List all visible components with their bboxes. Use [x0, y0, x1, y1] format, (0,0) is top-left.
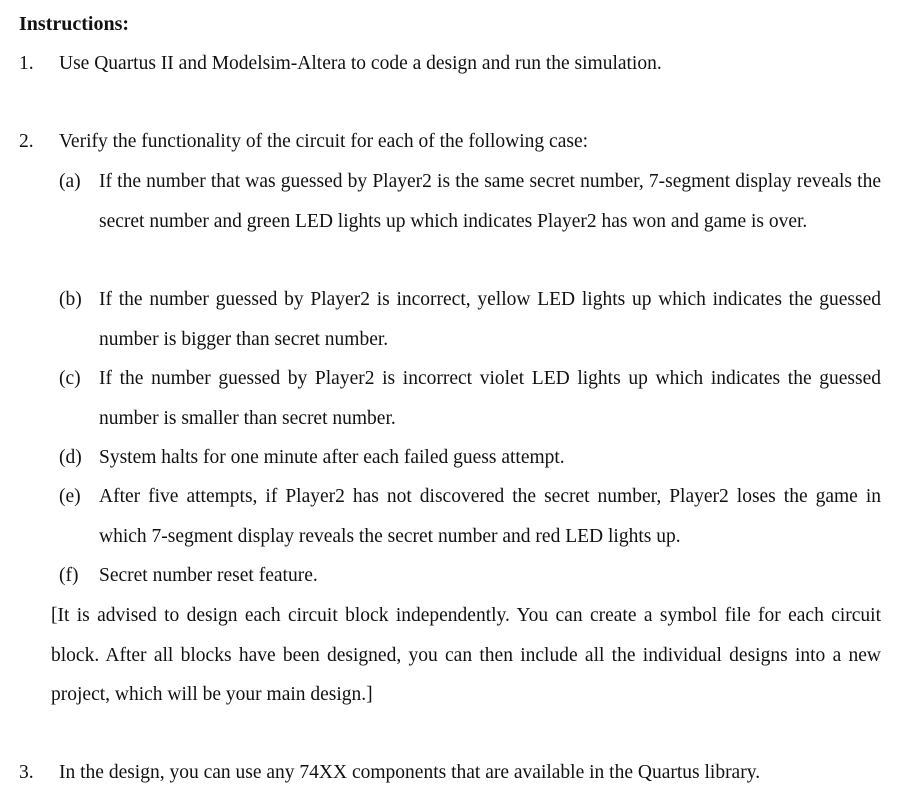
subitem-a-text: If the number that was guessed by Player2 is the same secret number, 7-segment display reveals the secret number and green LED lights up which indicates Player2 has won and game is over. — [99, 171, 881, 232]
item-1-text: Use Quartus II and Modelsim-Altera to code a design and run the simulation. — [59, 53, 662, 74]
item-1-number: 1. — [19, 53, 34, 74]
subitem-c-label: (c) — [59, 368, 81, 389]
item-2-text: Verify the functionality of the circuit for each of the following case: — [59, 131, 589, 152]
subitem-e-label: (e) — [59, 486, 81, 507]
subitem-b-label: (b) — [59, 289, 82, 310]
design-advice-note: [It is advised to design each circuit block independently. You can create a symbol file for each circuit block. After all blocks have been designed, you can then include all the individual designs into a new project, which will be your main design.] — [51, 605, 881, 705]
subitem-d-text: System halts for one minute after each failed guess attempt. — [99, 447, 565, 468]
item-3-number: 3. — [19, 762, 34, 783]
item-3-text: In the design, you can use any 74XX components that are available in the Quartus library. — [59, 762, 761, 783]
subitem-d-label: (d) — [59, 447, 82, 468]
subitem-f-text: Secret number reset feature. — [99, 565, 318, 586]
subitem-a-label: (a) — [59, 171, 81, 192]
item-2-number: 2. — [19, 131, 34, 152]
subitem-e-text: After five attempts, if Player2 has not discovered the secret number, Player2 loses the game in which 7-segment display reveals the secret number and red LED lights up. — [99, 486, 881, 547]
subitem-f-label: (f) — [59, 565, 79, 586]
subitem-c-text: If the number guessed by Player2 is incorrect violet LED lights up which indicates the guessed number is smaller than secret number. — [99, 368, 881, 429]
subitem-b-text: If the number guessed by Player2 is incorrect, yellow LED lights up which indicates the guessed number is bigger than secret number. — [99, 289, 881, 350]
instructions-heading: Instructions: — [19, 13, 130, 35]
